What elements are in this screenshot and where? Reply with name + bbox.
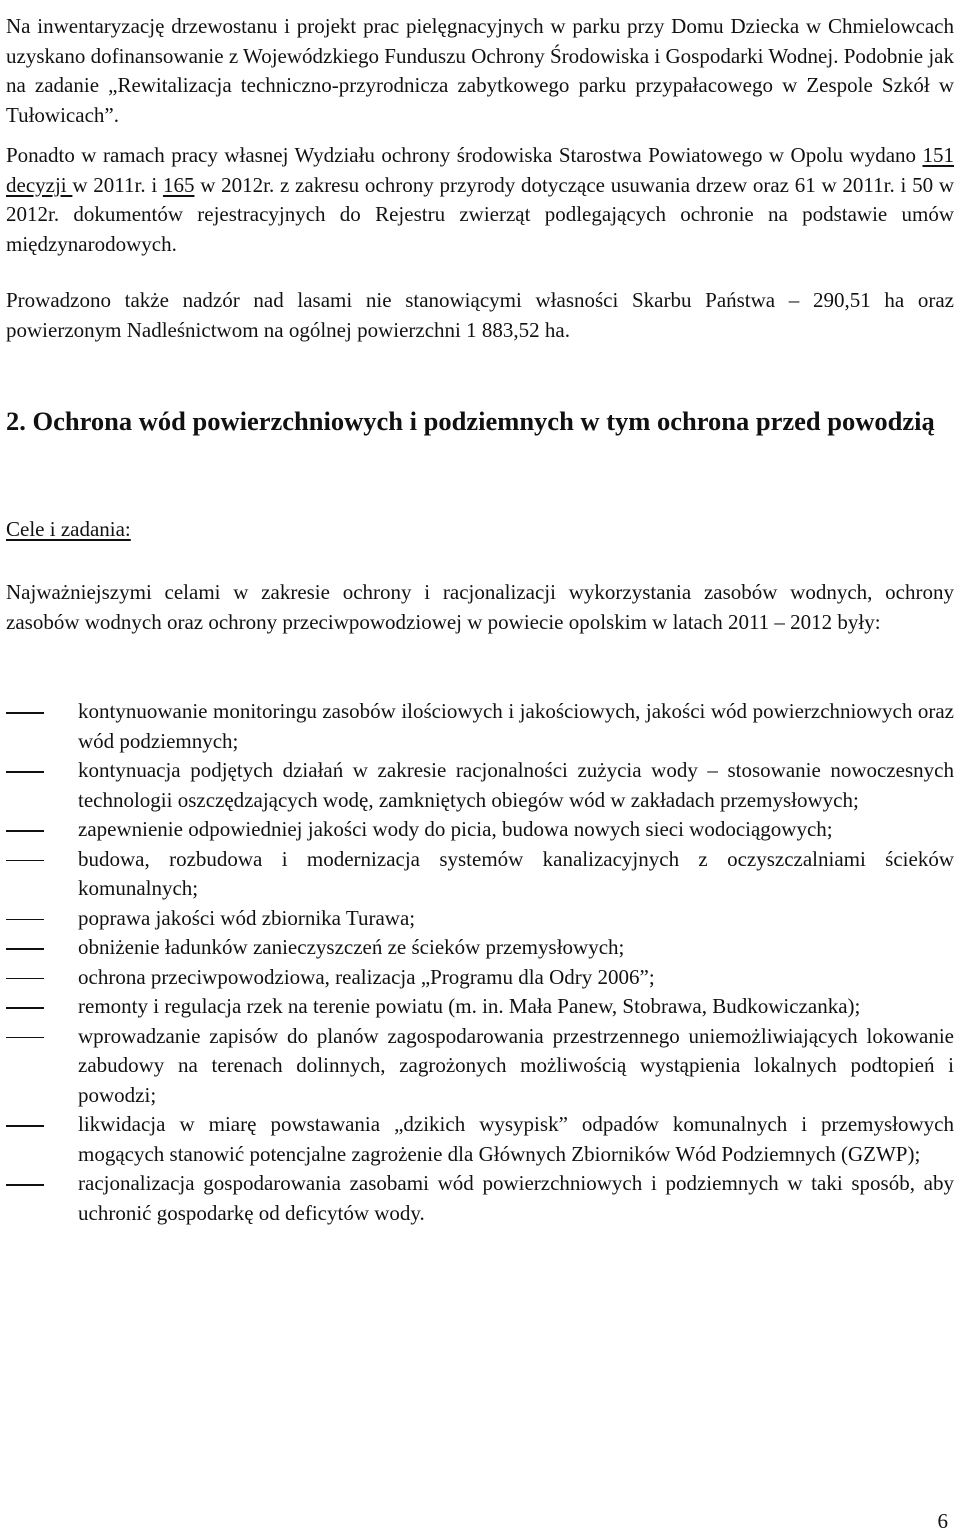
paragraph-cele: Najważniejszymi celami w zakresie ochrony i racjonalizacji wykorzystania zasobów wodnych, ochrony zasobów wodnych oraz ochrony przeciwpowodziowej w powiecie opolskim w latach 2011 – 2012 były: [6,580,954,634]
list-item-text: wprowadzanie zapisów do planów zagospodarowania przestrzennego uniemożliwiających lokowanie zabudowy na terenach dolinnych, zagrożonych możliwością wystąpienia lokalnych podtopień i powodzi; [78,1023,954,1107]
paragraph-decyzje [6,141,954,259]
list-item-text: poprawa jakości wód zbiornika Turawa; [78,905,416,930]
paragraph-decyzje-part3: w 2012r. z zakresu ochrony przyrody dotyczące usuwania drzew oraz 61 w 2011r. i 50 w 2012r. dokumentów rejestracyjnych do Rejestru zwierząt podlegających ochronie na podstawie umów międzynarodowych. [6,172,954,256]
list-item-text: likwidacja w miarę powstawania „dzikich wysypisk” odpadów komunalnych i przemysłowych mogących stanowić potencjalne zagrożenie dla Głównych Zbiorników Wód Podziemnych (GZWP); [78,1112,954,1166]
dash-bullet-icon [6,830,44,832]
dash-bullet-icon [6,771,44,773]
list-item-text: ochrona przeciwpowodziowa, realizacja „Programu dla Odry 2006”; [78,964,655,989]
list-item [6,933,954,963]
decyzje-165-link: 165 [162,172,195,197]
list-item [6,992,954,1022]
goals-list [6,697,954,1228]
dash-bullet-icon [6,978,44,980]
dash-bullet-icon [6,1037,44,1039]
list-item [6,904,954,934]
list-item-text: kontynuacja podjętych działań w zakresie racjonalności zużycia wody – stosowanie nowoczesnych technologii oszczędzających wodę, zamkniętych obiegów wód w zakładach przemysłowych; [78,758,954,812]
section-heading: 2. Ochrona wód powierzchniowych i podziemnych w tym ochrona przed powodzią [6,406,935,436]
list-item-text: remonty i regulacja rzek na terenie powiatu (m. in. Mała Panew, Stobrawa, Budkowiczanka); [78,994,861,1018]
page-number: 6 [937,1509,948,1533]
list-item-text: kontynuowanie monitoringu zasobów ilościowych i jakościowych, jakości wód powierzchniowych oraz wód podziemnych; [78,699,954,753]
list-item-text: racjonalizacja gospodarowania zasobami wód powierzchniowych i podziemnych w taki sposób, aby uchronić gospodarkę od deficytów wody. [78,1171,954,1225]
list-item-text: budowa, rozbudowa i modernizacja systemów kanalizacyjnych z oczyszczalniami ścieków komunalnych; [78,846,954,900]
list-item [6,1169,954,1228]
paragraph-decyzje-part1: Ponadto w ramach pracy własnej Wydziału ochrony środowiska Starostwa Powiatowego w Opolu wydano [6,143,923,167]
list-item-text: obniżenie ładunków zanieczyszczeń ze ścieków przemysłowych; [78,935,625,959]
list-item [6,697,954,756]
paragraph-decyzje-part2: w 2011r. i [72,172,163,197]
list-item [6,1110,954,1169]
dash-bullet-icon [6,712,44,714]
decyzje-151-link: 151 decyzji [6,143,954,197]
cele-label: Cele i zadania: [6,517,131,541]
dash-bullet-icon [6,948,44,950]
paragraph-inwentaryzacja: Na inwentaryzację drzewostanu i projekt prac pielęgnacyjnych w parku przy Domu Dziecka w Chmielowcach uzyskano dofinansowanie z Wojewódzkiego Funduszu Ochrony Środowiska i Gospodarki Wodnej. Podobnie jak na zadanie „Rewitalizacja techniczno-przyrodnicza zabytkowego parku przypałacowego w Zespole Szkół w Tułowicach”. [6,14,954,127]
list-item [6,963,954,993]
list-item [6,1022,954,1111]
dash-bullet-icon [6,919,44,921]
dash-bullet-icon [6,1125,44,1127]
list-item [6,845,954,904]
dash-bullet-icon [6,1184,44,1186]
paragraph-nadzor-lasy: Prowadzono także nadzór nad lasami nie stanowiącymi własności Skarbu Państwa – 290,51 ha oraz powierzonym Nadleśnictwom na ogólnej powierzchni 1 883,52 ha. [6,288,954,342]
list-item [6,815,954,845]
list-item-text: zapewnienie odpowiedniej jakości wody do picia, budowa nowych sieci wodociągowych; [78,817,833,841]
dash-bullet-icon [6,860,44,862]
dash-bullet-icon [6,1007,44,1009]
list-item [6,756,954,815]
